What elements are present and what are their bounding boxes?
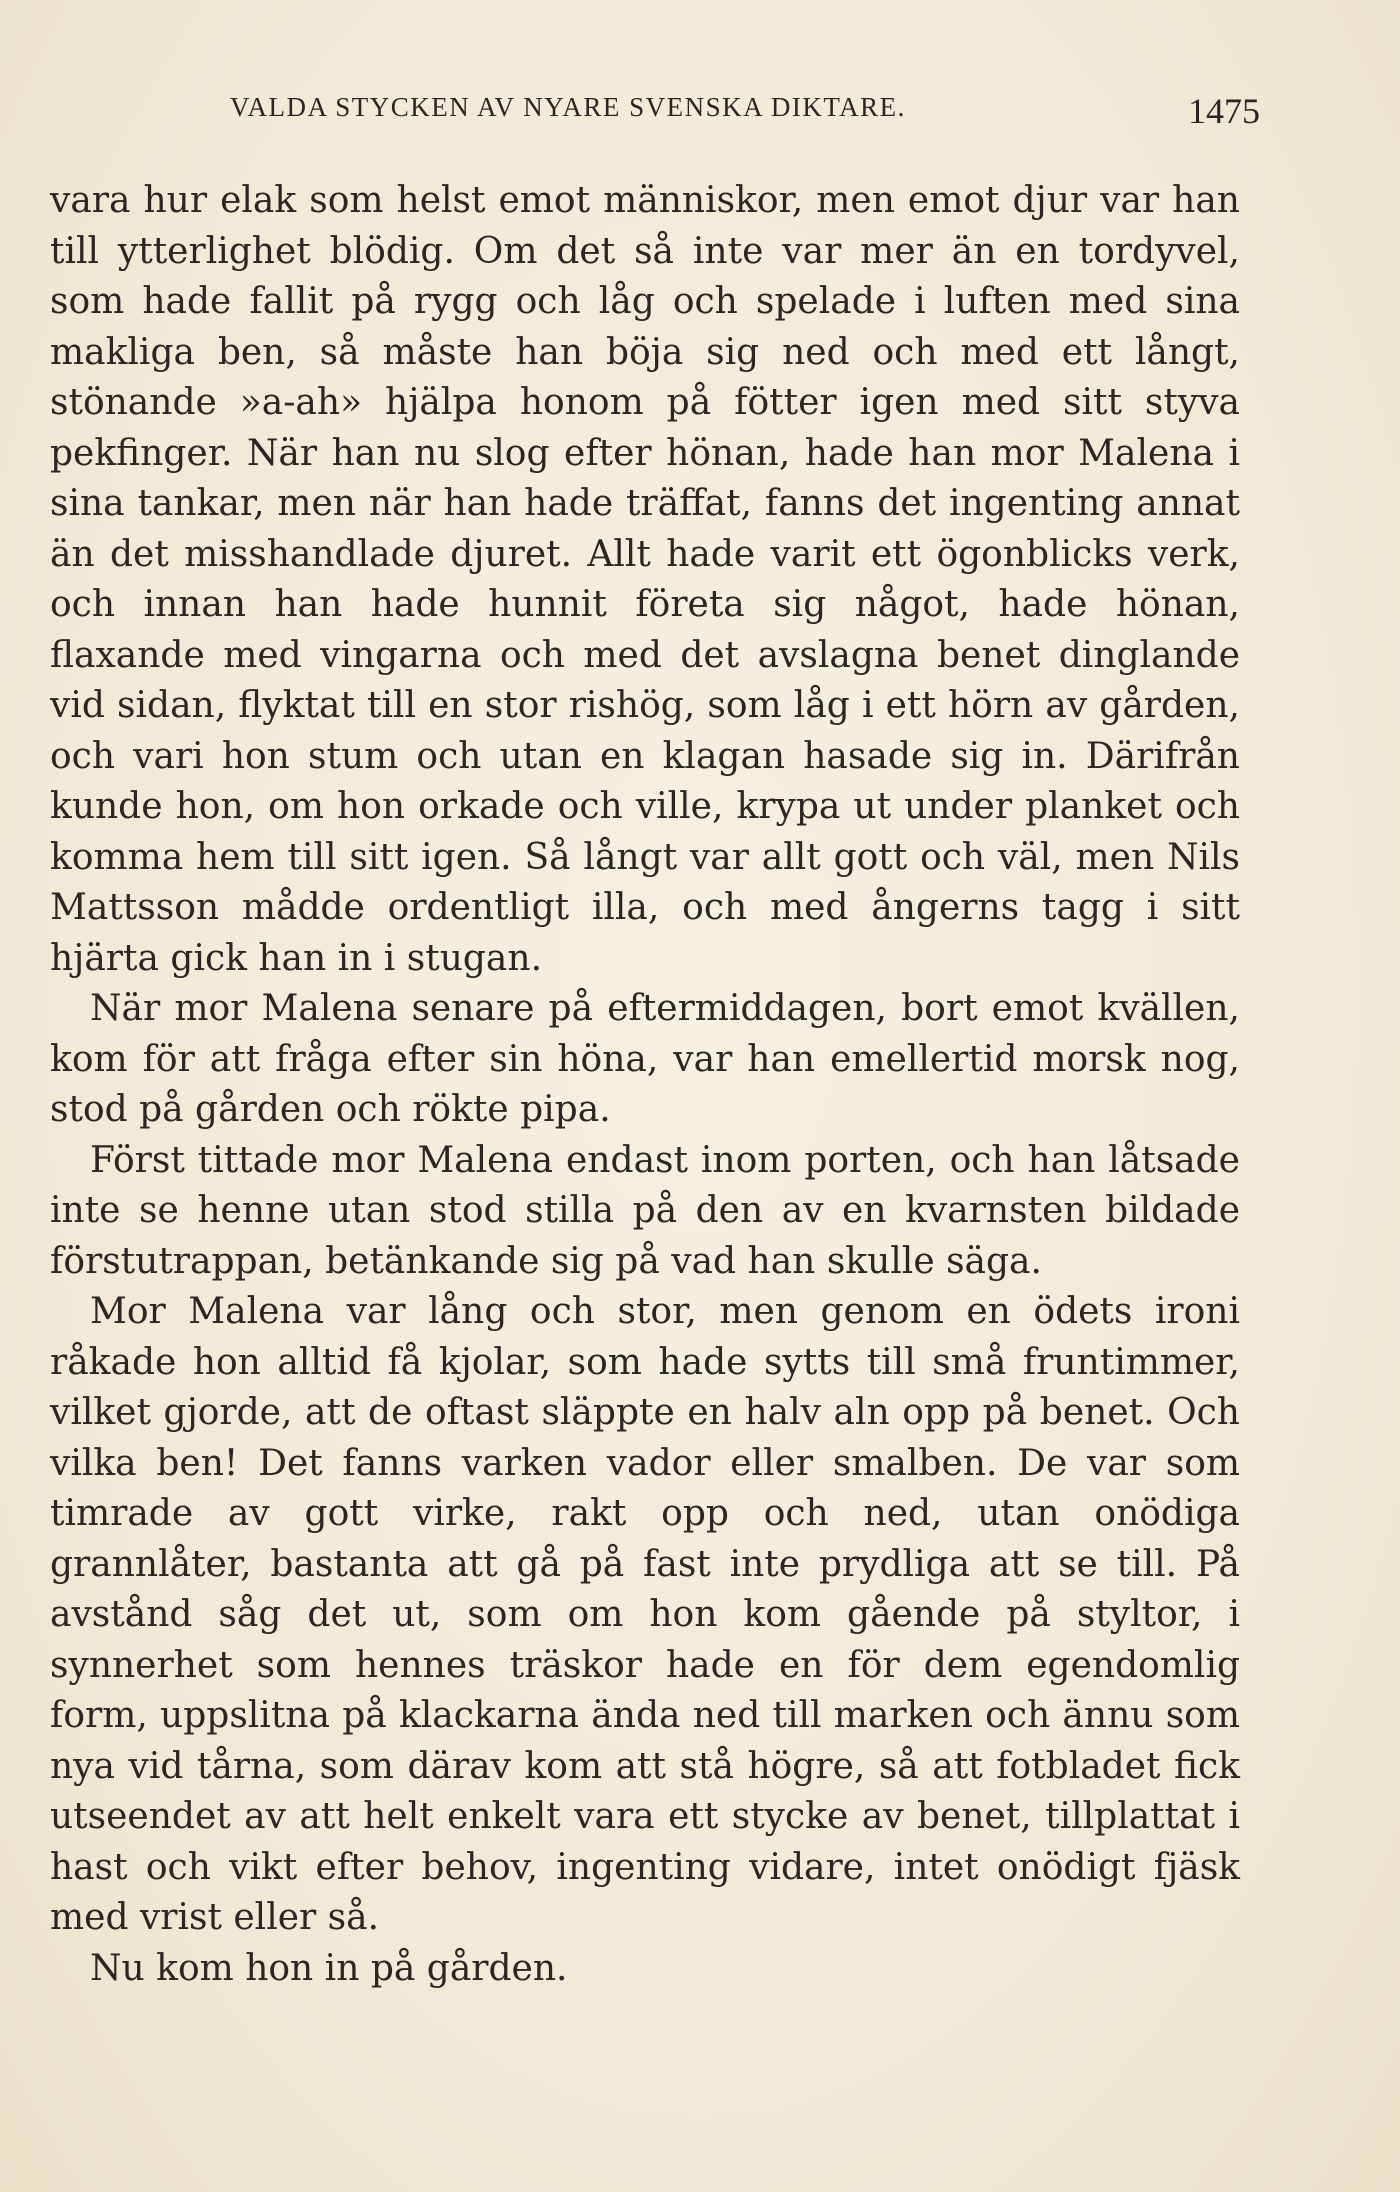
paragraph: Mor Malena var lång och stor, men genom en ödets ironi råkade hon alltid få kjolar, som hade sytts till små fruntimmer, vilket gjorde, att de oftast släppte en halv aln opp på benet. Och vilka ben! Det fanns varken vador eller smalben. De var som timrade av gott virke, rakt opp och ned, utan onödiga grannlåter, bastanta att gå på fast inte prydliga att se till. På avstånd såg det ut, som om hon kom gående på styltor, i synnerhet som hennes träskor hade en för dem egendomlig form, uppslitna på klackarna ända ned till marken och ännu som nya vid tårna, som därav kom att stå högre, så att fotbladet fick utseendet av att helt enkelt vara ett stycke av benet, tillplattat i hast och vikt efter behov, ingenting vidare, intet onödigt fjäsk med vrist eller så. [50,1291,1240,1938]
body-text [50,176,1240,1994]
paragraph: När mor Malena senare på eftermiddagen, bort emot kvällen, kom för att fråga efter sin höna, var han emellertid morsk nog, stod på gården och rökte pipa. [50,988,1240,1130]
page-number: 1475 [1188,91,1260,131]
page-header [230,92,1260,142]
paragraph: vara hur elak som helst emot människor, men emot djur var han till ytterlighet blödig. Om det så inte var mer än en tordyvel, som hade fallit på rygg och låg och spelade i luften med sina makliga ben, så måste han böja sig ned och med ett långt, stönande »a-ah» hjälpa honom på fötter igen med sitt styva pekfinger. När han nu slog efter hönan, hade han mor Malena i sina tankar, men när han hade träffat, fanns det ingenting annat än det misshandlade djuret. Allt hade varit ett ögonblicks verk, och innan han hade hunnit företa sig något, hade hönan, flaxande med vingarna och med det avslagna benet dinglande vid sidan, flyktat till en stor rishög, som låg i ett hörn av gården, och vari hon stum och utan en klagan hasade sig in. Därifrån kunde hon, om hon orkade och ville, krypa ut under planket och komma hem till sitt igen. Så långt var allt gott och väl, men Nils Mattsson mådde ordentligt illa, och med ångerns tagg i sitt hjärta gick han in i stugan. [50,180,1240,979]
running-title: VALDA STYCKEN AV NYARE SVENSKA DIKTARE. [230,92,906,122]
paragraph: Nu kom hon in på gården. [90,1947,568,1989]
paragraph: Först tittade mor Malena endast inom porten, och han låtsade inte se henne utan stod stilla på den av en kvarnsten bildade förstutrappan, betänkande sig på vad han skulle säga. [50,1139,1240,1282]
